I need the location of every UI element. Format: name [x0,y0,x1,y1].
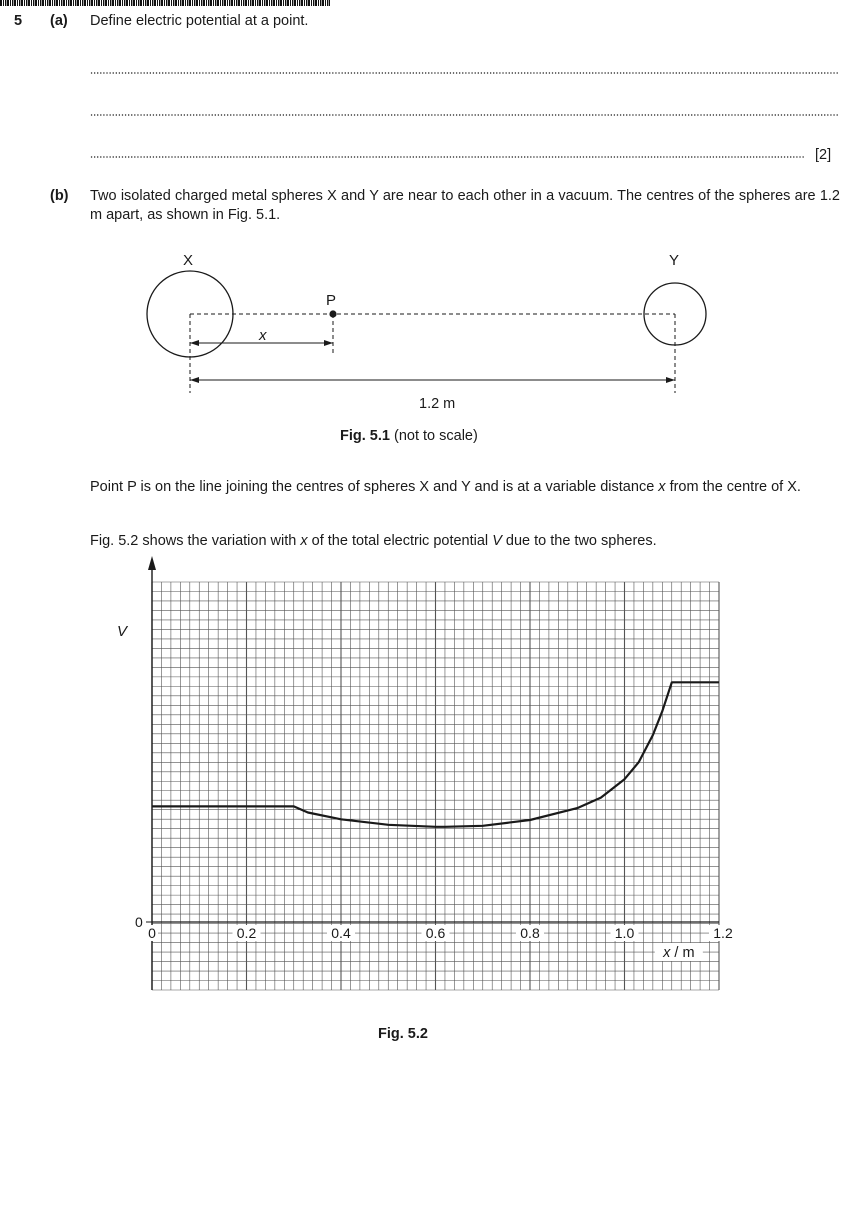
label-point-p: P [326,292,337,309]
x-tick-label: 0.6 [425,925,446,941]
question-number: 5 [14,13,23,29]
x-tick-label: 0.4 [331,925,351,941]
label-distance-x: x [259,327,267,344]
fig-5-2-description: Fig. 5.2 shows the variation with x of the total electric potential V due to the two spheres. [90,533,657,549]
part-a-marks: [2] [815,147,832,163]
label-sphere-y: Y [669,252,680,269]
x-tick-label: 0.2 [236,925,257,941]
part-a-question: Define electric potential at a point. [90,13,309,29]
x-axis-label: x / m [663,945,695,961]
y-axis-label: V [117,623,128,640]
x-tick-label: 0.8 [520,925,540,941]
part-b-label: (b) [50,188,69,204]
part-b-intro: Two isolated charged metal spheres X and Y are near to each other in a vacuum. The centres of the spheres are 1.2 m apart, as shown in Fig. 5.1. [90,188,840,223]
label-separation: 1.2 m [419,396,456,412]
y-axis-arrow-icon [148,556,156,570]
fig-5-1-caption-note: (not to scale) [389,428,478,444]
point-p-description: Point P is on the line joining the centres of spheres X and Y and is at a variable distance x from the centre of X. [90,479,801,495]
fig-5-1-caption-label: Fig. 5.1 [340,428,390,444]
y-tick-label: 0 [135,914,143,930]
x-tick-label: 1.2 [713,925,733,941]
fig-5-2-caption: Fig. 5.2 [378,1026,428,1042]
part-a-label: (a) [50,13,68,29]
x-tick-label: 1.0 [614,925,635,941]
label-sphere-x: X [183,252,194,269]
x-tick-label: 0 [148,925,156,941]
